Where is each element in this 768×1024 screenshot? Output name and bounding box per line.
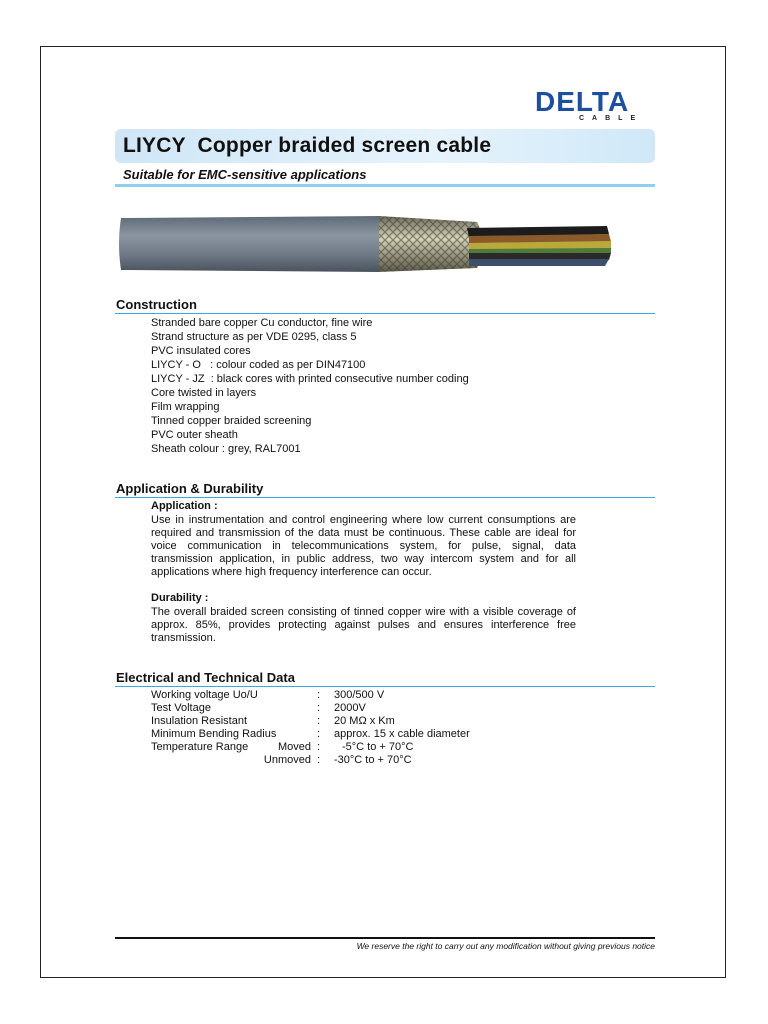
spec-separator: : bbox=[317, 728, 321, 740]
spec-label: Test Voltage bbox=[151, 702, 211, 714]
temp-label-blank bbox=[151, 754, 261, 767]
spec-value: 2000V bbox=[334, 702, 366, 714]
temp-moved-value: -5°C to + 70°C bbox=[342, 741, 414, 753]
brand-logo bbox=[535, 88, 655, 124]
table-row bbox=[151, 741, 470, 754]
table-row bbox=[151, 689, 470, 702]
list-item: Strand structure as per VDE 0295, class 5 bbox=[151, 331, 357, 343]
footer-note: We reserve the right to carry out any modification without giving previous notice bbox=[356, 941, 655, 951]
electrical-heading: Electrical and Technical Data bbox=[116, 670, 295, 685]
temp-moved-label: Moved bbox=[277, 741, 311, 753]
table-row bbox=[151, 754, 470, 767]
spec-label: Insulation Resistant bbox=[151, 715, 247, 727]
footer-rule bbox=[115, 937, 655, 939]
table-row bbox=[151, 702, 470, 715]
spec-label: Minimum Bending Radius bbox=[151, 728, 277, 740]
spec-separator: : bbox=[317, 741, 321, 753]
list-item: LIYCY - JZ : black cores with printed consecutive number coding bbox=[151, 373, 469, 385]
list-item: PVC insulated cores bbox=[151, 345, 251, 357]
spec-separator: : bbox=[317, 715, 321, 727]
application-label: Application : bbox=[151, 500, 218, 512]
spec-separator: : bbox=[317, 702, 321, 714]
construction-list bbox=[151, 316, 469, 456]
subtitle-rule bbox=[115, 184, 655, 187]
page-subtitle: Suitable for EMC-sensitive applications bbox=[123, 167, 367, 182]
construction-heading: Construction bbox=[116, 297, 197, 312]
spec-separator: : bbox=[317, 754, 321, 766]
brand-logo-word: DELTA bbox=[535, 86, 630, 117]
application-heading: Application & Durability bbox=[116, 481, 264, 496]
temp-unmoved-value: -30°C to + 70°C bbox=[334, 754, 412, 766]
spec-value: 20 MΩ x Km bbox=[334, 715, 395, 727]
list-item: Film wrapping bbox=[151, 401, 220, 413]
durability-text: The overall braided screen consisting of tinned copper wire with a visible coverage of approx. 85%, provides protecting against pulses and ensures interference free transmission. bbox=[151, 606, 576, 644]
application-rule bbox=[115, 497, 655, 498]
page-title: LIYCY Copper braided screen cable bbox=[123, 134, 492, 157]
spec-value: approx. 15 x cable diameter bbox=[334, 728, 470, 740]
title-bar bbox=[115, 129, 655, 163]
electrical-table bbox=[151, 689, 470, 767]
spec-value: 300/500 V bbox=[334, 689, 385, 701]
list-item: LIYCY - O : colour coded as per DIN47100 bbox=[151, 359, 366, 371]
list-item: Core twisted in layers bbox=[151, 387, 257, 399]
spec-separator: : bbox=[317, 689, 321, 701]
electrical-rule bbox=[115, 686, 655, 687]
table-row bbox=[151, 715, 470, 728]
construction-rule bbox=[115, 313, 655, 314]
list-item: Stranded bare copper Cu conductor, fine wire bbox=[151, 317, 373, 329]
spec-label: Working voltage Uo/U bbox=[151, 689, 258, 701]
durability-label: Durability : bbox=[151, 592, 209, 604]
table-row bbox=[151, 728, 470, 741]
list-item: PVC outer sheath bbox=[151, 429, 238, 441]
list-item: Sheath colour : grey, RAL7001 bbox=[151, 443, 301, 455]
temp-unmoved-label: Unmoved bbox=[263, 754, 311, 766]
brand-logo-sub: CABLE bbox=[579, 115, 644, 122]
application-text: Use in instrumentation and control engineering where low current consumptions are required and transmission of the data must be continuous. These cable are ideal for voice communication in telecommunications system, for pulse, signal, data transmission application, in public address, two way intercom system and for all applications where high frequency interference can occur. bbox=[151, 514, 576, 578]
list-item: Tinned copper braided screening bbox=[151, 415, 312, 427]
temp-label: Temperature Range bbox=[151, 741, 249, 753]
cable-image bbox=[117, 212, 613, 276]
